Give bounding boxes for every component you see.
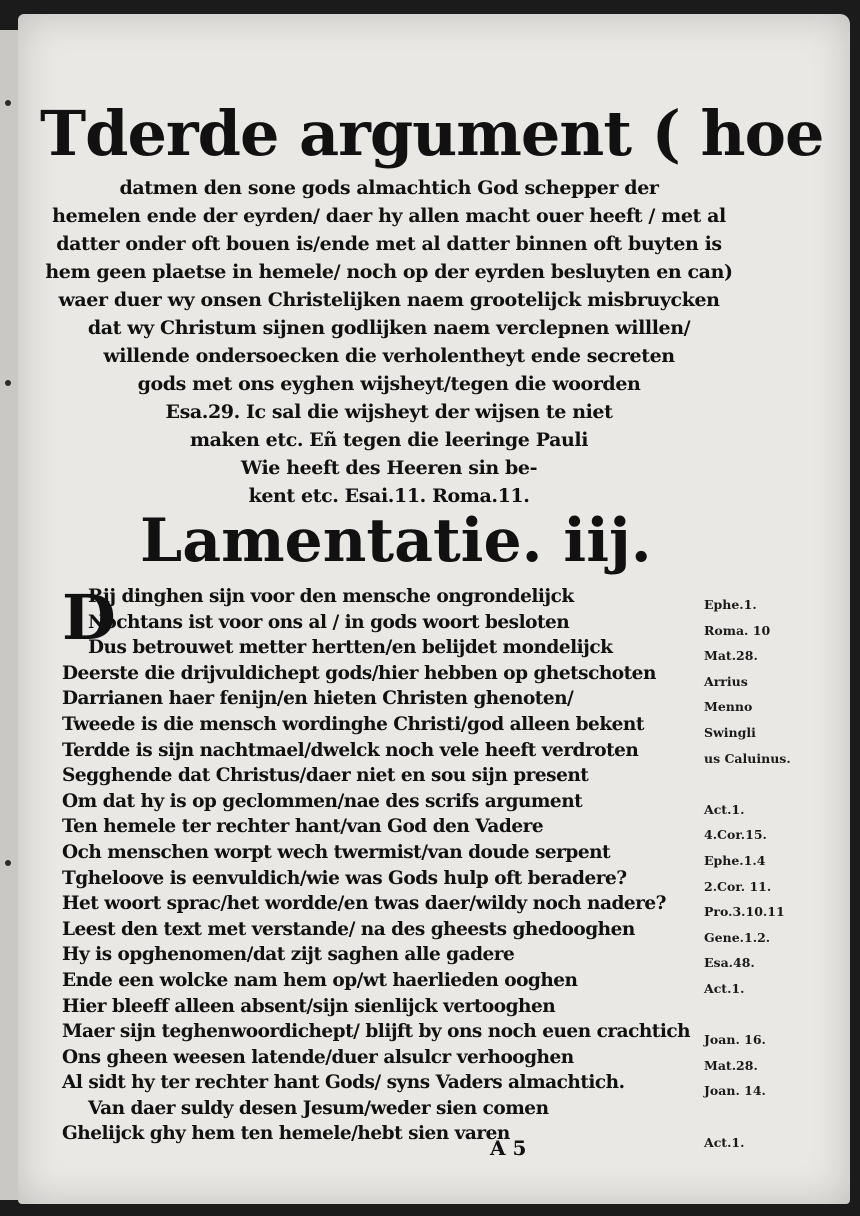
- margin-note: Ephe.1.4: [704, 853, 766, 868]
- verse-line: Om dat hy is op geclommen/nae des scrifs argument: [62, 790, 583, 812]
- binding-hole: [5, 100, 11, 106]
- verse-line: Hier bleeff alleen absent/sijn sienlijck vertooghen: [62, 995, 556, 1017]
- intro-line: hem geen plaetse in hemele/ noch op der eyrden besluyten en can): [45, 261, 733, 283]
- verse-line: Segghende dat Christus/daer niet en sou sijn present: [62, 765, 589, 787]
- page-title: Tderde argument ( hoe: [40, 97, 824, 170]
- verse-line: Tweede is die mensch wordinghe Christi/god alleen bekent: [62, 713, 644, 735]
- margin-note: 2.Cor. 11.: [704, 878, 772, 894]
- intro-line: datmen den sone gods almachtich God schepper der: [119, 177, 659, 199]
- verse-line: Leest den text met verstande/ na des gheests ghedooghen: [62, 918, 635, 940]
- intro-line: Wie heeft des Heeren sin be-: [240, 457, 538, 479]
- margin-note: Ephe.1.: [704, 597, 757, 612]
- margin-note: Swingli: [704, 725, 756, 740]
- intro-line: kent etc. Esai.11. Roma.11.: [248, 485, 530, 507]
- intro-line: waer duer wy onsen Christelijken naem grootelijck misbruycken: [58, 289, 720, 311]
- verse-line: Maer sijn teghenwoordichept/ blijft by ons noch euen crachtich: [62, 1021, 691, 1043]
- intro-line: maken etc. Eñ tegen die leeringe Pauli: [189, 429, 589, 451]
- margin-note: Act.1.: [704, 1134, 745, 1150]
- margin-note: Act.1.: [704, 801, 745, 817]
- verse-line: Nochtans ist voor ons al / in gods woort besloten: [88, 611, 570, 633]
- margin-note: Menno: [704, 699, 753, 715]
- verse-block: [62, 581, 692, 1147]
- margin-note: Pro.3.10.11: [704, 904, 785, 920]
- verse-line: Rij dinghen sijn voor den mensche ongrondelijck: [88, 586, 574, 607]
- intro-line: willende ondersoecken die verholentheyt ende secreten: [103, 345, 675, 367]
- margin-note: 4.Cor.15.: [704, 827, 767, 843]
- verse-line: Och menschen worpt wech twermist/van doude serpent: [62, 841, 611, 863]
- intro-line: hemelen ende der eyrden/ daer hy allen macht ouer heeft / met al: [52, 205, 726, 227]
- verse-line: Van daer suldy desen Jesum/weder sien comen: [88, 1097, 549, 1119]
- signature-mark: A 5: [490, 1136, 527, 1160]
- binding-hole: [5, 380, 11, 386]
- verse-line: Ghelijck ghy hem ten hemele/hebt sien varen: [62, 1123, 510, 1145]
- intro-line: dat wy Christum sijnen godlijken naem verclepnen willlen/: [87, 317, 691, 339]
- verse-line: Het woort sprac/het wordde/en twas daer/wildy noch nadere?: [62, 893, 667, 915]
- intro-line: Esa.29. Ic sal die wijsheyt der wijsen te niet: [165, 401, 613, 423]
- verse-line: Ten hemele ter rechter hant/van God den Vadere: [62, 816, 544, 838]
- verse-line: Al sidt hy ter rechter hant Gods/ syns Vaders almachtich.: [62, 1072, 625, 1094]
- verse-line: Hy is opghenomen/dat zijt saghen alle gadere: [62, 944, 515, 966]
- margin-note: Act.1.: [704, 981, 745, 996]
- verse-line: Deerste die drijvuldichept gods/hier hebben op ghetschoten: [62, 662, 656, 684]
- margin-note: Arrius: [704, 673, 748, 689]
- intro-line: datter onder oft bouen is/ende met al datter binnen oft buyten is: [56, 233, 722, 255]
- binding-edge: [0, 30, 20, 1200]
- margin-note: Roma. 10: [704, 622, 771, 638]
- intro-paragraph: [44, 174, 734, 510]
- margin-note: Mat.28.: [704, 1057, 758, 1073]
- margin-note: us Caluinus.: [704, 750, 791, 766]
- verse-line: Dus betrouwet metter hertten/en belijdet mondelijck: [88, 637, 613, 659]
- verse-line: Darrianen haer fenijn/en hieten Christen ghenoten/: [62, 688, 574, 710]
- margin-note: Joan. 14.: [704, 1083, 766, 1099]
- binding-hole: [5, 860, 11, 866]
- verse-line: Terdde is sijn nachtmael/dwelck noch vele heeft verdroten: [62, 739, 639, 761]
- verse-line: Tgheloove is eenvuldich/wie was Gods hulp oft beradere?: [62, 867, 627, 889]
- verse-line: Ons gheen weesen latende/duer alsulcr verhooghen: [62, 1046, 574, 1068]
- section-heading: Lamentatie. iij.: [140, 506, 652, 576]
- margin-note: Esa.48.: [704, 955, 755, 971]
- margin-note: Gene.1.2.: [704, 929, 771, 945]
- drop-cap: D: [62, 581, 116, 654]
- margin-note: Mat.28.: [704, 648, 758, 664]
- verse-line: Ende een wolcke nam hem op/wt haerlieden ooghen: [62, 969, 578, 991]
- intro-line: gods met ons eyghen wijsheyt/tegen die woorden: [137, 373, 641, 395]
- margin-note: Joan. 16.: [704, 1032, 766, 1048]
